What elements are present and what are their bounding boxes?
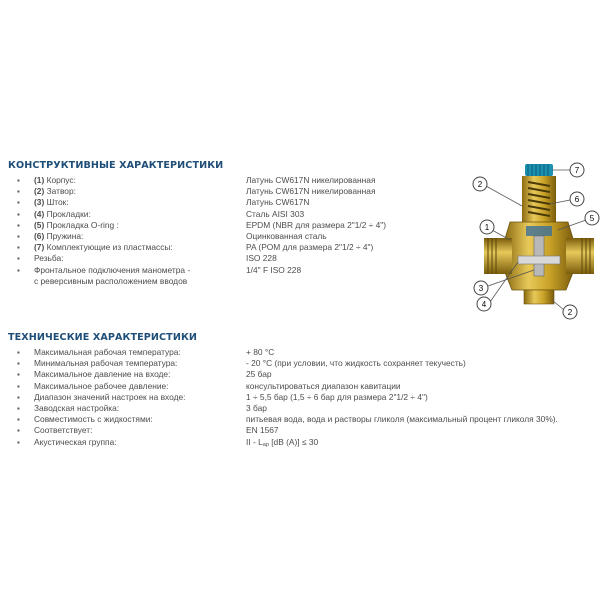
valve-cap (525, 164, 553, 176)
valve-bonnet (522, 176, 556, 222)
spec-value: ISO 228 (246, 253, 277, 264)
spec-label: Совместимость с жидкостями: (34, 414, 153, 425)
technical-heading: ТЕХНИЧЕСКИЕ ХАРАКТЕРИСТИКИ (8, 332, 198, 343)
bullet-icon: ▪ (17, 403, 20, 413)
spec-value: Латунь CW617N никелированная (246, 175, 376, 185)
svg-text:5: 5 (589, 214, 595, 223)
bullet-icon: ▪ (17, 370, 20, 380)
bullet-icon: ▪ (17, 243, 20, 253)
bullet-icon: ▪ (17, 176, 20, 185)
spec-row (8, 425, 600, 436)
spec-value: питьевая вода, вода и растворы гликоля (максимальный процент гликоля 30%). (246, 414, 558, 425)
bullet-icon: ▪ (17, 231, 20, 241)
bullet-icon: ▪ (17, 198, 20, 208)
spec-label: Максимальное давление на входе: (34, 369, 171, 380)
callout-7 (552, 163, 584, 177)
spec-row (8, 369, 600, 380)
spec-value: 25 бар (246, 369, 272, 380)
spec-label: Резьба: (34, 253, 64, 264)
spec-row (8, 358, 600, 369)
bullet-icon: ▪ (17, 265, 20, 275)
spec-value: 1 ÷ 5,5 бар (1,5 ÷ 6 бар для размера 2"1/2 ÷ 4") (246, 391, 428, 402)
bullet-icon: ▪ (17, 220, 20, 230)
spec-value: Оцинкованная сталь (246, 230, 327, 241)
technical-section (8, 330, 600, 448)
svg-text:2: 2 (567, 308, 573, 317)
bullet-icon: ▪ (17, 415, 20, 425)
spec-label: Диапазон значений настроек на входе: (34, 391, 186, 402)
spec-value: 1/4" F ISO 228 (246, 264, 302, 275)
spec-value: PA (POM для размера 2"1/2 ÷ 4") (246, 242, 374, 253)
spec-label: Фронтальное подключения манометра - (34, 264, 191, 275)
spec-label: Максимальное рабочее давление: (34, 380, 169, 391)
spec-value: EN 1567 (246, 425, 279, 436)
svg-text:6: 6 (574, 195, 580, 204)
spec-value: Сталь AISI 303 (246, 208, 305, 219)
spec-label: (2) Затвор: (34, 186, 76, 197)
bullet-icon: ▪ (17, 254, 20, 264)
construction-heading: КОНСТРУКТИВНЫЕ ХАРАКТЕРИСТИКИ (8, 160, 224, 171)
spec-label: Максимальная рабочая температура: (34, 347, 181, 357)
spec-row (8, 414, 600, 425)
spec-label: (7) Комплектующие из пластмассы: (34, 242, 173, 253)
spec-row (8, 437, 600, 448)
svg-text:1: 1 (484, 223, 490, 232)
bullet-icon: ▪ (17, 187, 20, 197)
svg-text:2: 2 (477, 180, 483, 189)
bullet-icon: ▪ (17, 209, 20, 219)
spec-label: (5) Прокладка O-ring : (34, 219, 119, 230)
callout-2-bottom (552, 300, 577, 319)
spec-row (8, 403, 600, 414)
spec-label: Минимальная рабочая температура: (34, 358, 178, 369)
spec-row (8, 347, 600, 358)
spec-label: Акустическая группа: (34, 436, 117, 447)
bullet-icon: ▪ (17, 392, 20, 402)
spec-value: II - Lap [dB (A)] ≤ 30 (246, 436, 319, 448)
spec-label: (4) Прокладки: (34, 208, 91, 219)
svg-text:7: 7 (574, 166, 580, 175)
bullet-icon: ▪ (17, 381, 20, 391)
spec-value: Латунь CW617N никелированная (246, 186, 376, 197)
valve-diagram (462, 160, 600, 322)
bullet-icon: ▪ (17, 426, 20, 436)
spec-label: с реверсивным расположением вводов (34, 275, 188, 286)
spec-label: Соответствует: (34, 425, 93, 436)
spec-row (8, 392, 600, 403)
spec-label: (1) Корпус: (34, 175, 76, 185)
callout-2-top (473, 177, 522, 206)
spec-label: (6) Пружина: (34, 230, 84, 241)
bullet-icon: ▪ (17, 359, 20, 369)
svg-text:3: 3 (478, 284, 484, 293)
spec-label: (3) Шток: (34, 197, 69, 208)
bullet-icon: ▪ (17, 348, 20, 357)
bullet-icon: ▪ (17, 437, 20, 447)
spec-value: 3 бар (246, 402, 267, 413)
spec-value: + 80 °C (246, 347, 275, 357)
spec-row (8, 381, 600, 392)
spec-value: Латунь CW617N (246, 197, 310, 208)
spec-value: EPDM (NBR для размера 2"1/2 ÷ 4") (246, 219, 387, 230)
spec-value: - 20 °C (при условии, что жидкость сохраняет текучесть) (246, 358, 466, 369)
spec-label: Заводская настройка: (34, 402, 120, 413)
svg-text:4: 4 (481, 300, 487, 309)
spec-value: консультироваться диапазон кавитации (246, 380, 401, 391)
